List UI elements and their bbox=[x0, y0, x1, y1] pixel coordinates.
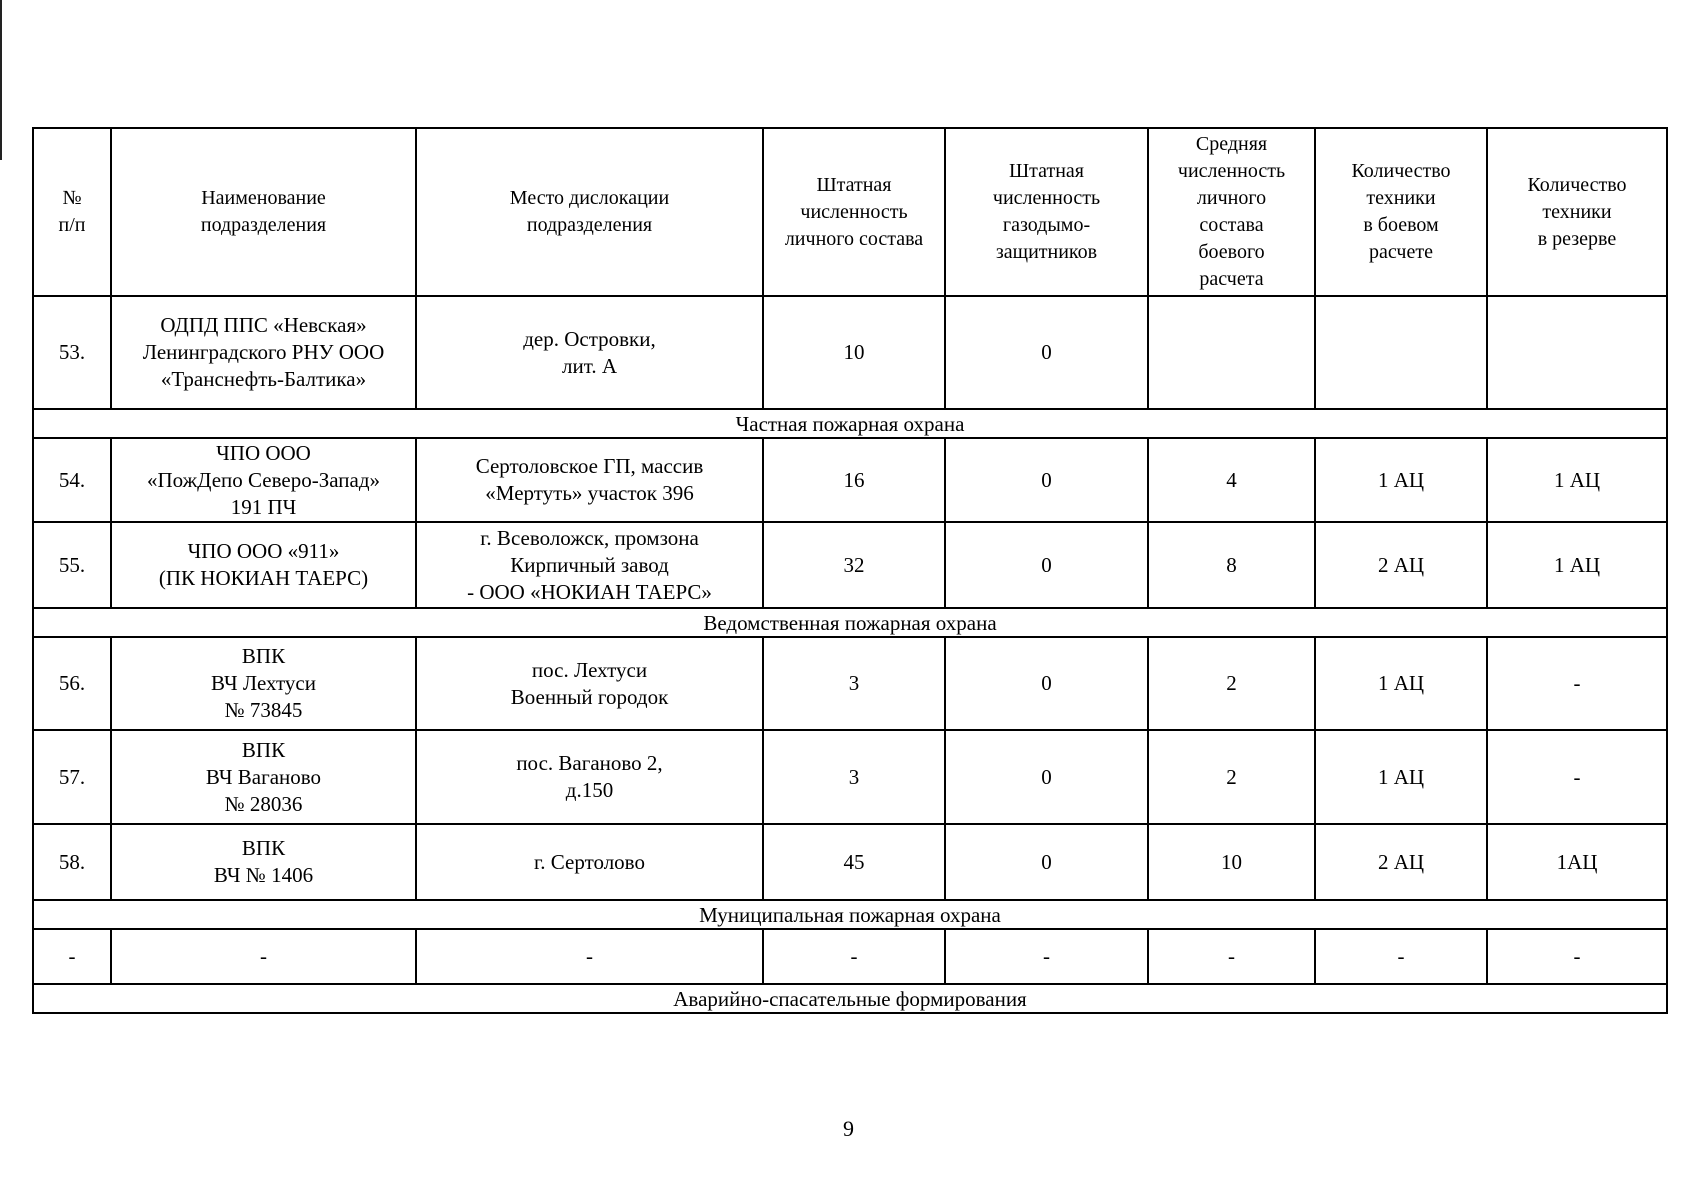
cell-avg-combat-crew: 8 bbox=[1148, 522, 1315, 608]
header-number: № п/п bbox=[33, 128, 111, 296]
header-equipment-reserve: Количество техники в резерве bbox=[1487, 128, 1667, 296]
cell-equipment-reserve: 1 АЦ bbox=[1487, 522, 1667, 608]
cell-avg-combat-crew: 2 bbox=[1148, 637, 1315, 730]
cell-equipment-combat: 1 АЦ bbox=[1315, 637, 1487, 730]
cell-staff: 45 bbox=[763, 824, 945, 900]
cell-number: 55. bbox=[33, 522, 111, 608]
cell-equipment-combat: 1 АЦ bbox=[1315, 438, 1487, 522]
cell-staff: 32 bbox=[763, 522, 945, 608]
table-row bbox=[33, 296, 1667, 409]
cell-staff: 3 bbox=[763, 637, 945, 730]
table-header-row bbox=[33, 128, 1667, 296]
fire-units-table bbox=[32, 127, 1668, 1014]
cell-avg-combat-crew: 4 bbox=[1148, 438, 1315, 522]
cell-staff: 16 bbox=[763, 438, 945, 522]
cell-gas-smoke-protectors: 0 bbox=[945, 637, 1148, 730]
table-row bbox=[33, 637, 1667, 730]
cell-number: - bbox=[33, 929, 111, 984]
header-location: Место дислокации подразделения bbox=[416, 128, 763, 296]
header-avg-combat-crew: Средняя численность личного состава боевого расчета bbox=[1148, 128, 1315, 296]
cell-equipment-reserve bbox=[1487, 296, 1667, 409]
cell-gas-smoke-protectors: 0 bbox=[945, 522, 1148, 608]
section-title-departmental: Ведомственная пожарная охрана bbox=[33, 608, 1667, 637]
cell-unit-name: ЧПО ООО «ПожДепо Северо-Запад» 191 ПЧ bbox=[111, 438, 416, 522]
cell-gas-smoke-protectors: 0 bbox=[945, 438, 1148, 522]
cell-location: г. Всеволожск, промзона Кирпичный завод - ООО «НОКИАН ТАЕРС» bbox=[416, 522, 763, 608]
table-row bbox=[33, 824, 1667, 900]
cell-unit-name: ВПК ВЧ Ваганово № 28036 bbox=[111, 730, 416, 824]
scan-edge-line bbox=[0, 0, 2, 160]
section-title-municipal: Муниципальная пожарная охрана bbox=[33, 900, 1667, 929]
cell-equipment-combat bbox=[1315, 296, 1487, 409]
header-staff: Штатная численность личного состава bbox=[763, 128, 945, 296]
cell-staff: 10 bbox=[763, 296, 945, 409]
cell-location: г. Сертолово bbox=[416, 824, 763, 900]
table-row bbox=[33, 929, 1667, 984]
section-row-rescue bbox=[33, 984, 1667, 1013]
table-row bbox=[33, 438, 1667, 522]
header-unit-name: Наименование подразделения bbox=[111, 128, 416, 296]
section-row-municipal bbox=[33, 900, 1667, 929]
header-equipment-combat: Количество техники в боевом расчете bbox=[1315, 128, 1487, 296]
cell-location: Сертоловское ГП, массив «Мертуть» участок 396 bbox=[416, 438, 763, 522]
cell-number: 58. bbox=[33, 824, 111, 900]
cell-avg-combat-crew: 2 bbox=[1148, 730, 1315, 824]
cell-number: 57. bbox=[33, 730, 111, 824]
section-row-private bbox=[33, 409, 1667, 438]
cell-staff: 3 bbox=[763, 730, 945, 824]
cell-equipment-reserve: 1АЦ bbox=[1487, 824, 1667, 900]
cell-unit-name: - bbox=[111, 929, 416, 984]
section-row-departmental bbox=[33, 608, 1667, 637]
cell-gas-smoke-protectors: 0 bbox=[945, 296, 1148, 409]
table-row bbox=[33, 522, 1667, 608]
cell-location: пос. Лехтуси Военный городок bbox=[416, 637, 763, 730]
cell-unit-name: ВПК ВЧ № 1406 bbox=[111, 824, 416, 900]
cell-unit-name: ОДПД ППС «Невская» Ленинградского РНУ ООО «Транснефть-Балтика» bbox=[111, 296, 416, 409]
cell-gas-smoke-protectors: 0 bbox=[945, 824, 1148, 900]
page-number: 9 bbox=[843, 1116, 854, 1141]
cell-number: 56. bbox=[33, 637, 111, 730]
table-row bbox=[33, 730, 1667, 824]
cell-equipment-combat: 1 АЦ bbox=[1315, 730, 1487, 824]
cell-location: дер. Островки, лит. А bbox=[416, 296, 763, 409]
cell-avg-combat-crew bbox=[1148, 296, 1315, 409]
cell-location: - bbox=[416, 929, 763, 984]
section-title-private: Частная пожарная охрана bbox=[33, 409, 1667, 438]
cell-gas-smoke-protectors: 0 bbox=[945, 730, 1148, 824]
cell-equipment-combat: - bbox=[1315, 929, 1487, 984]
cell-unit-name: ЧПО ООО «911» (ПК НОКИАН ТАЕРС) bbox=[111, 522, 416, 608]
cell-equipment-reserve: - bbox=[1487, 929, 1667, 984]
cell-staff: - bbox=[763, 929, 945, 984]
cell-equipment-combat: 2 АЦ bbox=[1315, 522, 1487, 608]
cell-number: 54. bbox=[33, 438, 111, 522]
section-title-rescue: Аварийно-спасательные формирования bbox=[33, 984, 1667, 1013]
cell-equipment-reserve: - bbox=[1487, 637, 1667, 730]
cell-avg-combat-crew: - bbox=[1148, 929, 1315, 984]
cell-equipment-reserve: - bbox=[1487, 730, 1667, 824]
cell-equipment-reserve: 1 АЦ bbox=[1487, 438, 1667, 522]
header-gas-smoke-protectors: Штатная численность газодымо- защитников bbox=[945, 128, 1148, 296]
cell-location: пос. Ваганово 2, д.150 bbox=[416, 730, 763, 824]
cell-unit-name: ВПК ВЧ Лехтуси № 73845 bbox=[111, 637, 416, 730]
cell-avg-combat-crew: 10 bbox=[1148, 824, 1315, 900]
cell-number: 53. bbox=[33, 296, 111, 409]
cell-gas-smoke-protectors: - bbox=[945, 929, 1148, 984]
cell-equipment-combat: 2 АЦ bbox=[1315, 824, 1487, 900]
